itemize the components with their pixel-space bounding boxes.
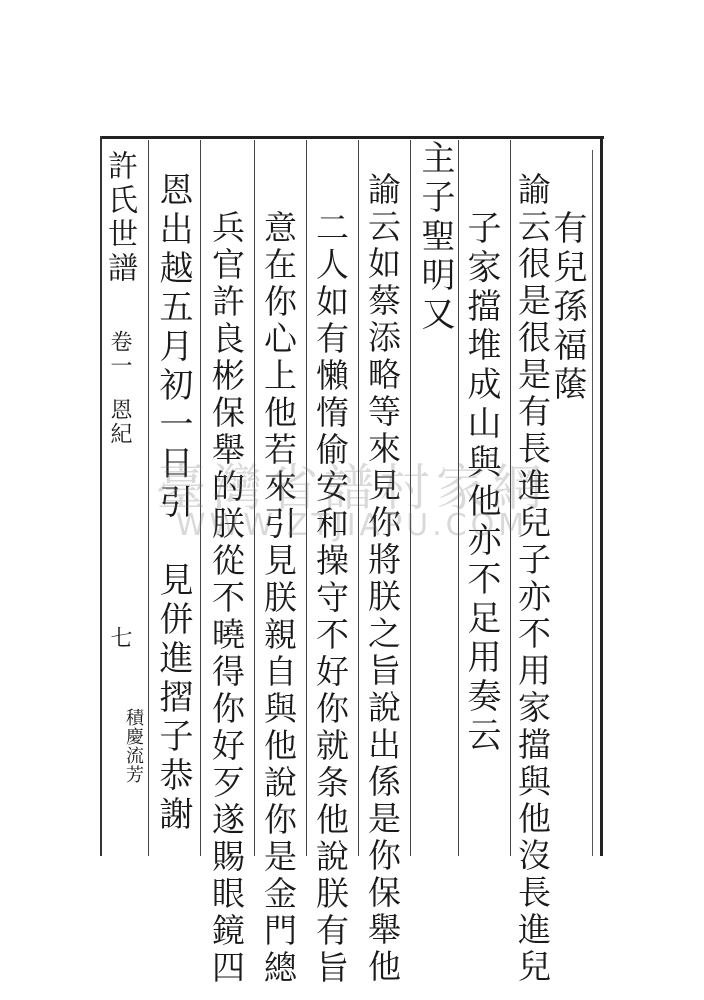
column-rule — [510, 140, 511, 856]
column-rule — [148, 140, 149, 856]
frame-right-border — [600, 136, 603, 856]
margin-section: 恩紀 — [107, 398, 132, 446]
watermark-url: WWW.ZTJIAPU.COM — [175, 508, 529, 543]
column-rule — [410, 140, 411, 856]
column-rule — [254, 140, 255, 856]
text-column-5: 諭云如蔡添略等來見你將朕之旨說出係是你保舉他 — [363, 172, 402, 986]
column-rule — [358, 140, 359, 856]
margin-title: 許氏世譜 — [102, 150, 137, 286]
text-column-10: 恩出越五月初一日引 見併進摺子恭謝 — [153, 172, 193, 835]
text-column-7: 意在你心上他若來引見朕親自與他說你是金門總 — [259, 210, 298, 987]
frame-top-border — [100, 136, 604, 139]
watermark-chinese: 臺灣省譜村家網 — [156, 459, 548, 517]
text-column-2: 諭云很是很是有長進兒子亦不用家擋與他沒長進兒 — [513, 172, 552, 986]
frame-right-inner-border — [592, 150, 593, 856]
column-rule — [306, 140, 307, 856]
column-rule — [458, 140, 459, 856]
column-rule — [200, 140, 201, 856]
text-column-6: 二人如有懶惰偷安和操守不好你就条他說朕有旨 — [311, 210, 350, 987]
margin-page: 七 — [107, 626, 132, 650]
text-column-8: 兵官許良彬保舉的朕從不曉得你好歹遂賜眼鏡四 — [207, 210, 246, 987]
text-column-4: 主子聖明又 — [415, 140, 455, 335]
text-column-3: 子家擋堆成山與他亦不足用奏云 — [461, 210, 501, 756]
margin-volume: 卷一 — [107, 330, 132, 378]
text-column-1: 有兒孫福䕃 — [547, 210, 587, 405]
publisher-mark: 積慶流芳 — [123, 708, 144, 784]
